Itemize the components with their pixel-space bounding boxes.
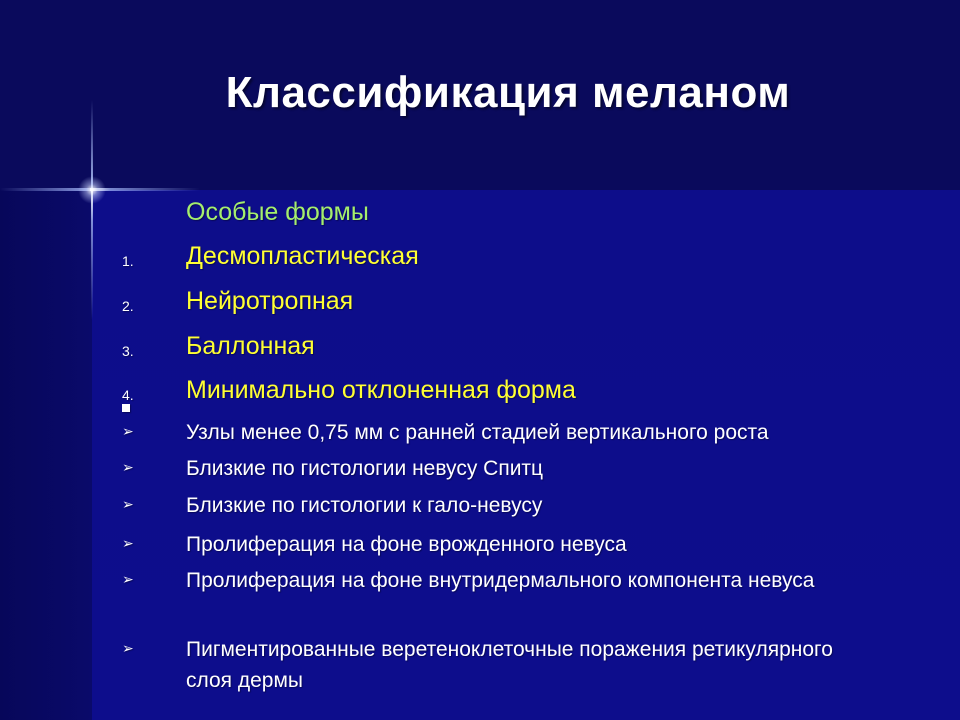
list-item-text: Близкие по гистологии к гало-невусу	[186, 494, 543, 517]
list-item-text: Баллонная	[186, 332, 315, 360]
list-item-text: Особые формы	[186, 198, 369, 226]
list-item-text: Пролиферация на фоне врожденного невуса	[186, 533, 627, 556]
arrow-bullet-icon: ➢	[122, 459, 134, 475]
list-number: 1.	[122, 253, 134, 269]
arrow-bullet-icon: ➢	[122, 640, 134, 656]
list-item-text: Узлы менее 0,75 мм с ранней стадией вертикального роста	[186, 421, 769, 444]
list-number: 2.	[122, 298, 134, 314]
arrow-bullet-icon: ➢	[122, 535, 134, 551]
list-number: 3.	[122, 343, 134, 359]
arrow-bullet-icon: ➢	[122, 571, 134, 587]
page-title: Классификация меланом	[225, 68, 791, 117]
list-item-text: Нейротропная	[186, 287, 354, 315]
arrow-bullet-icon: ➢	[122, 423, 134, 439]
list-item-text: Близкие по гистологии невусу Спитц	[186, 457, 544, 480]
list-item-text: Десмопластическая	[186, 242, 419, 270]
bullet-square-icon	[122, 404, 130, 412]
list-item-text: Минимально отклоненная форма	[186, 376, 576, 404]
arrow-bullet-icon: ➢	[122, 496, 134, 512]
list-item-text: Пролиферация на фоне внутридермального компонента невуса	[186, 569, 815, 592]
list-item-text: Пигментированные веретеноклеточные поражения ретикулярного слоя дермы	[186, 638, 833, 692]
list-number: 4.	[122, 387, 134, 403]
